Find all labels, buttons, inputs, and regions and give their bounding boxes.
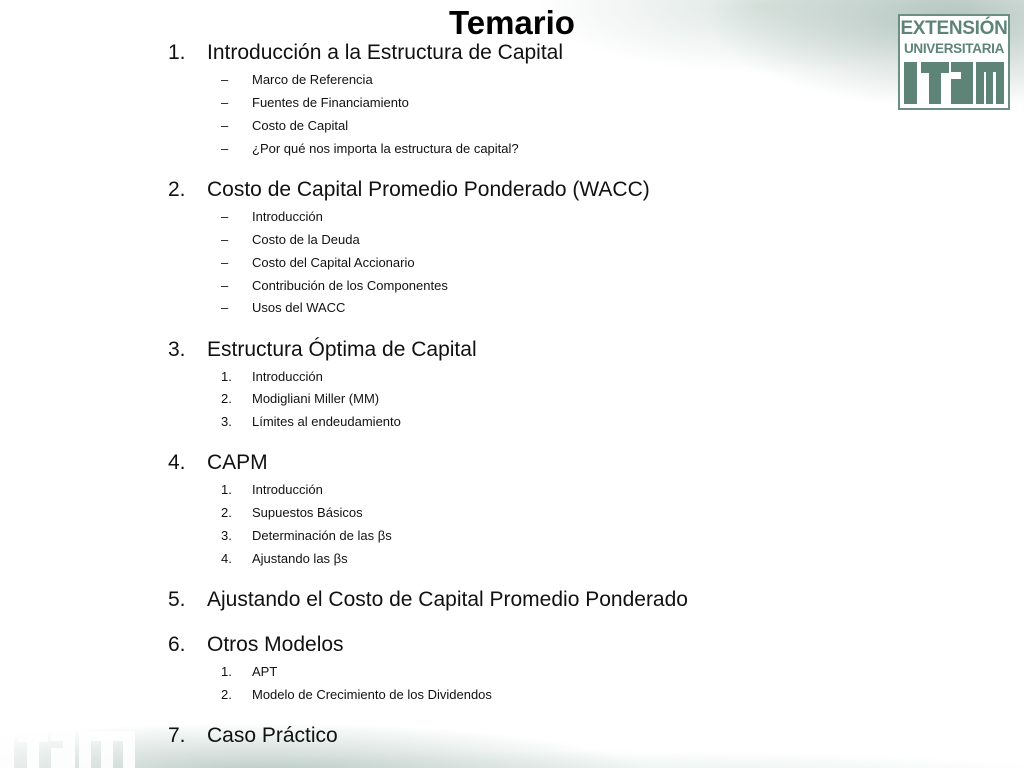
list-marker: – xyxy=(221,300,229,315)
list-item-label: Costo del Capital Accionario xyxy=(252,255,415,270)
section-1 xyxy=(168,40,563,66)
section-number: 7. xyxy=(168,724,186,747)
logo-line-universitaria: UNIVERSITARIA xyxy=(903,41,1005,56)
section-title: Costo de Capital Promedio Ponderado (WACC) xyxy=(207,178,650,201)
itam-wordmark-icon xyxy=(904,62,1004,104)
list-item xyxy=(221,664,277,680)
list-marker: 4. xyxy=(221,551,232,566)
list-item-label: Modigliani Miller (MM) xyxy=(252,391,380,406)
list-item xyxy=(221,687,492,703)
section-number: 6. xyxy=(168,633,186,656)
list-item xyxy=(221,72,373,88)
list-item-label: Costo de la Deuda xyxy=(252,232,360,247)
list-item-label: ¿Por qué nos importa la estructura de capital? xyxy=(252,141,519,156)
list-item-label: Modelo de Crecimiento de los Dividendos xyxy=(252,687,492,702)
slide-title: Temario xyxy=(449,4,575,41)
section-7 xyxy=(168,723,338,749)
list-marker: – xyxy=(221,255,229,270)
section-title: Estructura Óptima de Capital xyxy=(207,338,477,361)
section-5 xyxy=(168,587,688,613)
list-marker: 2. xyxy=(221,687,232,702)
list-item-label: Marco de Referencia xyxy=(252,72,373,87)
section-number: 1. xyxy=(168,41,186,64)
section-6 xyxy=(168,632,344,658)
section-3 xyxy=(168,337,477,363)
list-marker: – xyxy=(221,118,229,133)
list-item-label: Introducción xyxy=(252,209,323,224)
section-title: Introducción a la Estructura de Capital xyxy=(207,41,564,64)
list-item xyxy=(221,118,348,134)
list-marker: – xyxy=(221,72,229,87)
section-title: Caso Práctico xyxy=(207,724,338,747)
list-item-label: Contribución de los Componentes xyxy=(252,278,448,293)
section-4 xyxy=(168,450,268,476)
list-item xyxy=(221,528,392,544)
section-title: CAPM xyxy=(207,451,268,474)
list-item xyxy=(221,232,360,248)
list-item-label: Introducción xyxy=(252,482,323,497)
list-marker: 3. xyxy=(221,528,232,543)
list-item xyxy=(221,209,323,225)
list-item-label: Fuentes de Financiamiento xyxy=(252,95,409,110)
section-number: 4. xyxy=(168,451,186,474)
section-number: 2. xyxy=(168,178,186,201)
section-2 xyxy=(168,177,650,203)
list-marker: 1. xyxy=(221,664,232,679)
list-item xyxy=(221,300,345,316)
list-item xyxy=(221,278,448,294)
list-item xyxy=(221,391,379,407)
list-item-label: Supuestos Básicos xyxy=(252,505,363,520)
list-item xyxy=(221,369,323,385)
list-marker: – xyxy=(221,209,229,224)
list-item xyxy=(221,414,401,430)
list-item-label: Ajustando las βs xyxy=(252,551,348,566)
list-item-label: Determinación de las βs xyxy=(252,528,392,543)
list-item xyxy=(221,482,323,498)
list-marker: – xyxy=(221,278,229,293)
list-item-label: Introducción xyxy=(252,369,323,384)
section-number: 3. xyxy=(168,338,186,361)
list-marker: 1. xyxy=(221,482,232,497)
list-item xyxy=(221,551,348,567)
list-item-label: APT xyxy=(252,664,278,679)
list-item-label: Costo de Capital xyxy=(252,118,349,133)
logo-line-extension: EXTENSIÓN xyxy=(900,18,1008,39)
list-marker: 2. xyxy=(221,505,232,520)
extension-universitaria-itam-logo xyxy=(898,14,1010,110)
list-marker: 3. xyxy=(221,414,232,429)
section-number: 5. xyxy=(168,588,186,611)
itam-footer-logo-icon xyxy=(0,727,140,768)
list-marker: – xyxy=(221,232,229,247)
list-marker: – xyxy=(221,141,229,156)
list-item xyxy=(221,505,363,521)
list-item-label: Límites al endeudamiento xyxy=(252,414,401,429)
list-marker: 2. xyxy=(221,391,232,406)
list-item xyxy=(221,95,409,111)
section-title: Otros Modelos xyxy=(207,633,344,656)
section-title: Ajustando el Costo de Capital Promedio Ponderado xyxy=(207,588,688,611)
list-item-label: Usos del WACC xyxy=(252,300,346,315)
list-marker: 1. xyxy=(221,369,232,384)
list-item xyxy=(221,255,415,271)
list-marker: – xyxy=(221,95,229,110)
list-item xyxy=(221,141,519,157)
